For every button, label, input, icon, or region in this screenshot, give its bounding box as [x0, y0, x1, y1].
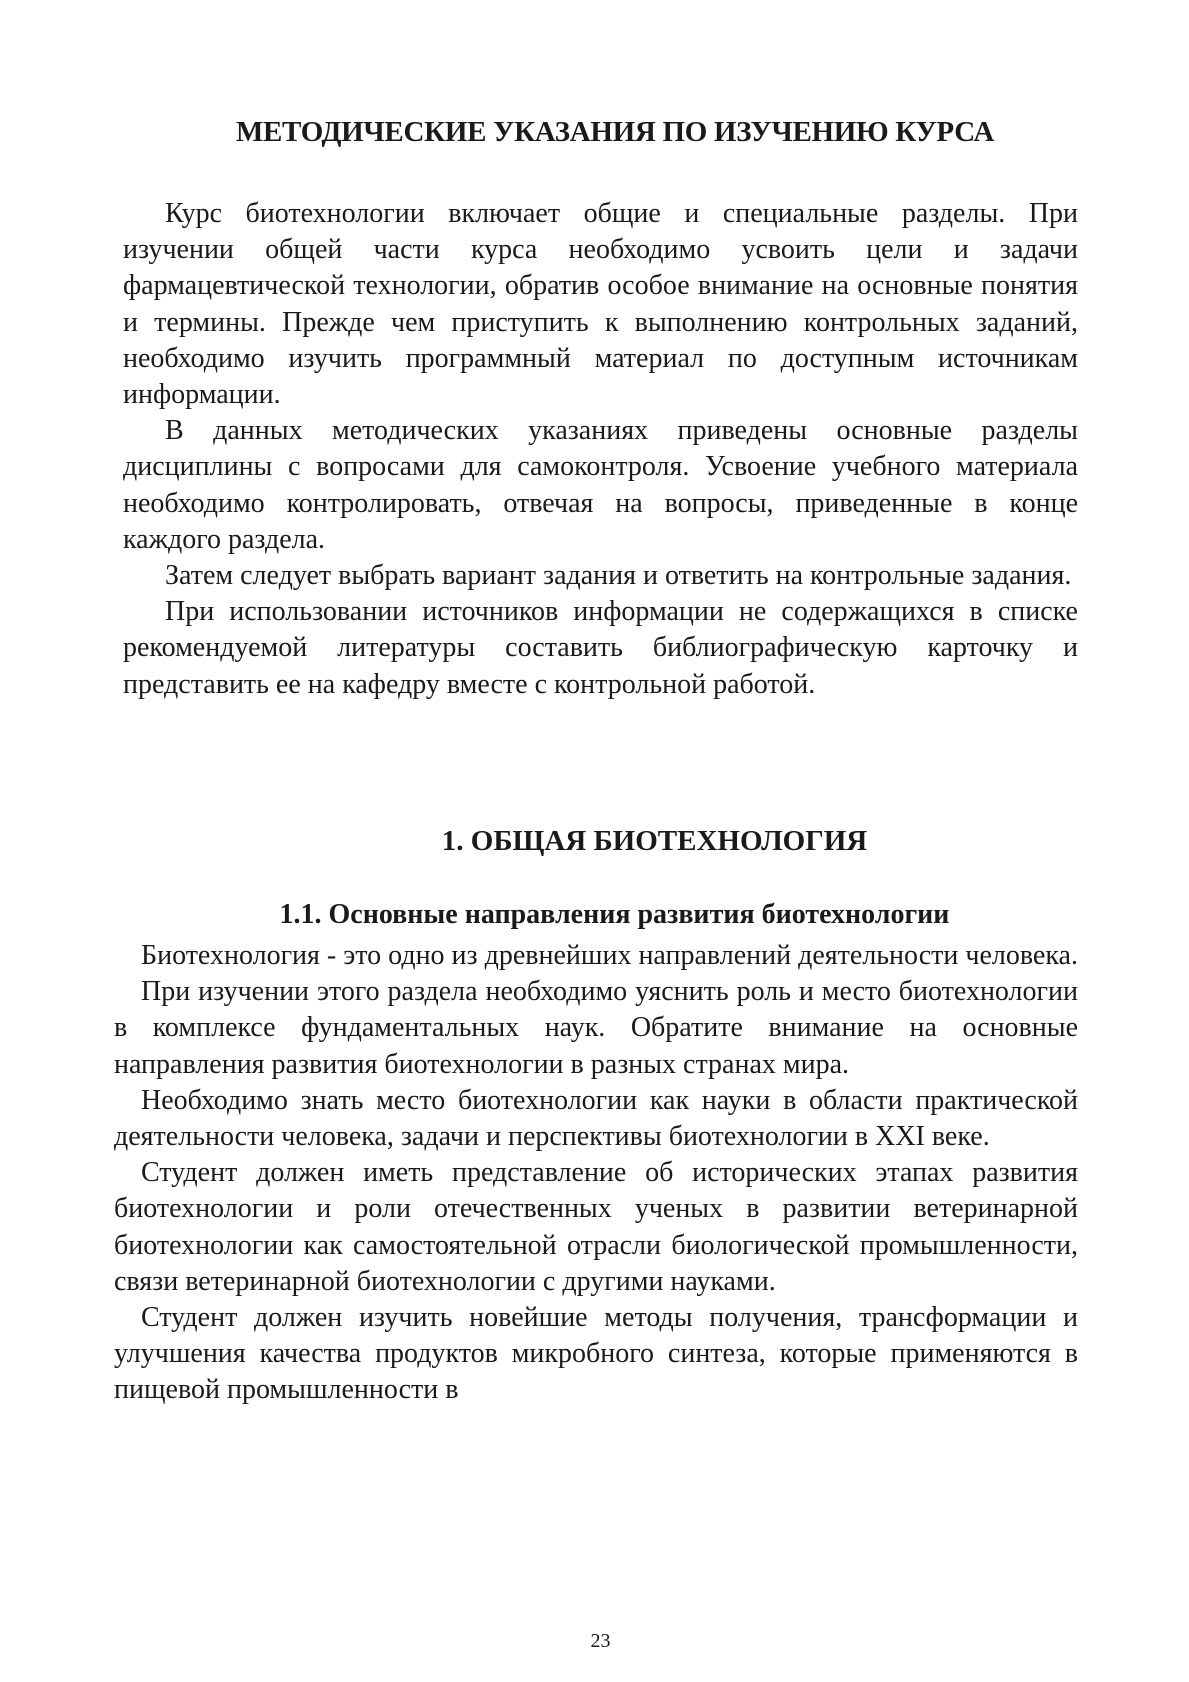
section-paragraph: При изучении этого раздела необходимо уяснить роль и место биотехнологии в комплексе фундаментальных наук. Обратите внимание на основные направления развития биотехнологии в разных странах мира. [114, 976, 1078, 1080]
intro-paragraph: Затем следует выбрать вариант задания и ответить на контрольные задания. [165, 560, 1072, 592]
section-paragraph: Биотехнология - это одно из древнейших направлений деятельности человека. [141, 940, 1078, 971]
intro-section [123, 196, 1078, 703]
page-title: МЕТОДИЧЕСКИЕ УКАЗАНИЯ ПО ИЗУЧЕНИЮ КУРСА [235, 116, 995, 148]
page-number: 23 [590, 1630, 611, 1652]
section-paragraph: Необходимо знать место биотехнологии как науки в области практической деятельности человека, задачи и перспективы биотехнологии в XXI веке. [114, 1084, 1078, 1153]
section-title: 1. ОБЩАЯ БИОТЕХНОЛОГИЯ [441, 825, 868, 857]
subsection-title: 1.1. Основные направления развития биотехнологии [279, 899, 950, 930]
intro-paragraph: Курс биотехнологии включает общие и специальные разделы. При изучении общей части курса необходимо усвоить цели и задачи фармацевтической технологии, обратив особое внимание на основные понятия и термины. Прежде чем приступить к выполнению контрольных заданий, необходимо изучить программный материал по доступным источникам информации. [123, 198, 1078, 411]
intro-paragraph: В данных методических указаниях приведены основные разделы дисциплины с вопросами для самоконтроля. Усвоение учебного материала необходимо контролировать, отвечая на вопросы, приведенные в конце каждого раздела. [123, 415, 1078, 555]
section-paragraph: Студент должен иметь представление об исторических этапах развития биотехнологии и роли отечественных ученых в развитии ветеринарной биотехнологии как самостоятельной отрасли биологической промышленности, связи ветеринарной биотехнологии с другими науками. [114, 1157, 1078, 1297]
section-body [114, 938, 1078, 1409]
intro-paragraph: При использовании источников информации не содержащихся в списке рекомендуемой литературы составить библиографическую карточку и представить ее на кафедру вместе с контрольной работой. [123, 596, 1078, 700]
section-paragraph: Студент должен изучить новейшие методы получения, трансформации и улучшения качества продуктов микробного синтеза, которые применяются в пищевой промышленности в [114, 1302, 1078, 1406]
